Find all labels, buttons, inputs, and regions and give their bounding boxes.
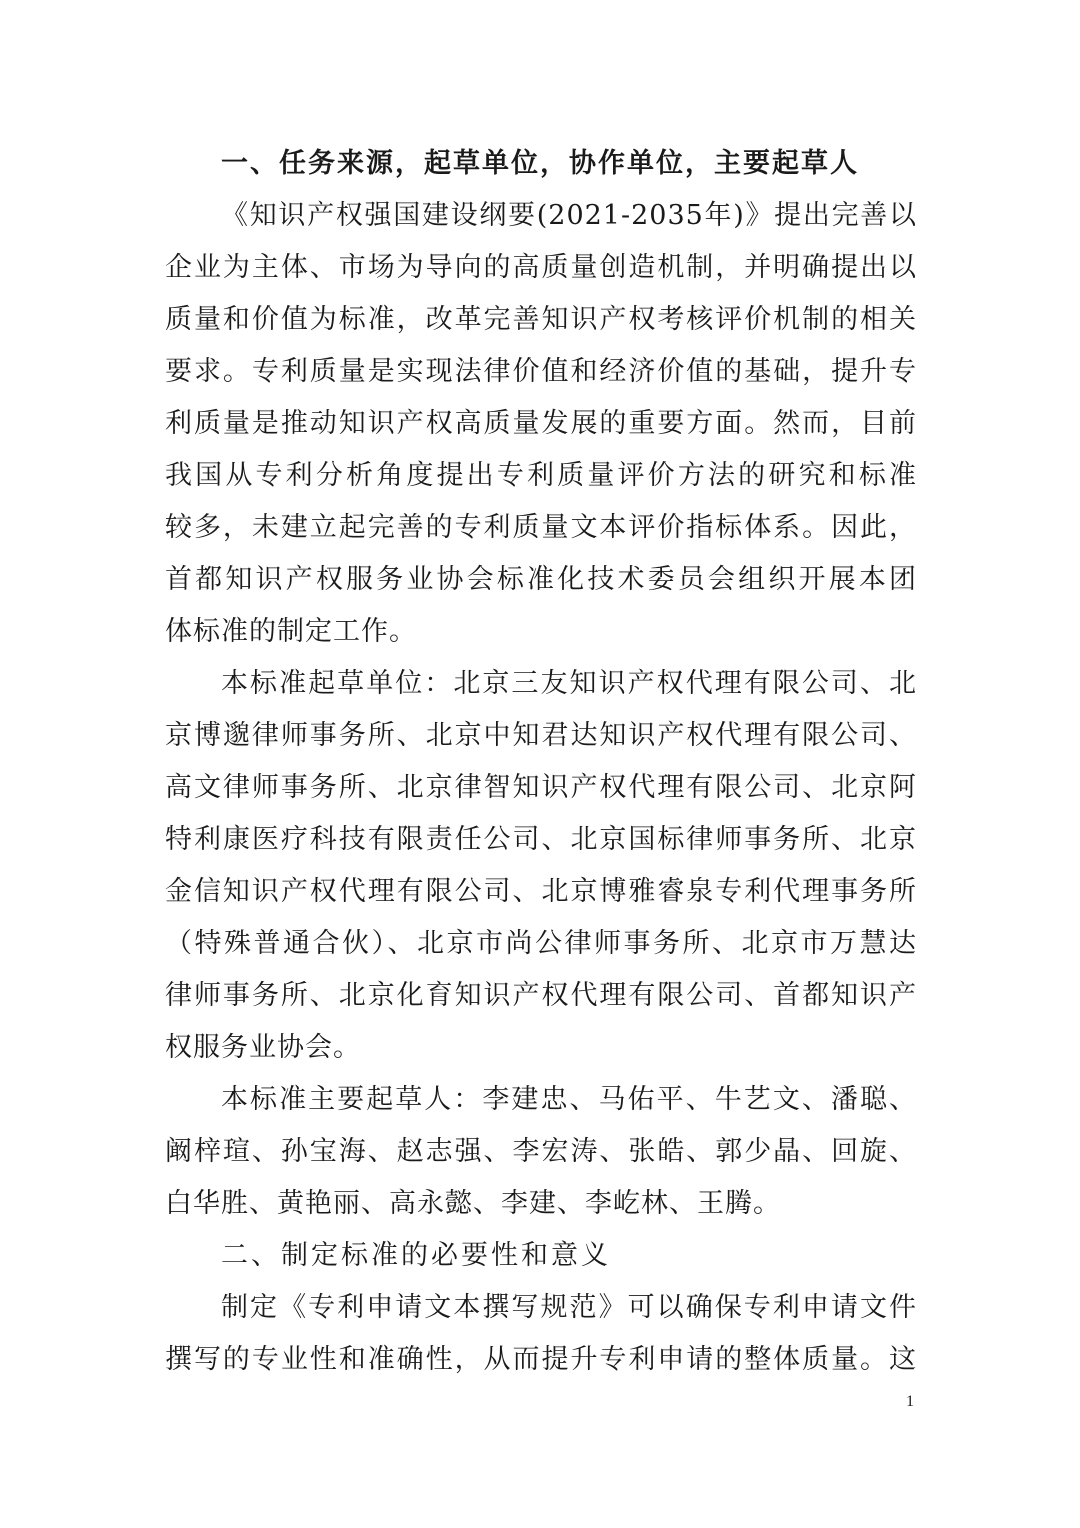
paragraph-line: 特利康医疗科技有限责任公司、北京国标律师事务所、北京 xyxy=(165,824,917,855)
paragraph-line: 利质量是推动知识产权高质量发展的重要方面。然而，目前 xyxy=(165,408,917,439)
paragraph-line: 律师事务所、北京化育知识产权代理有限公司、首都知识产 xyxy=(165,980,917,1011)
paragraph-line: 阚梓瑄、孙宝海、赵志强、李宏涛、张皓、郭少晶、回旋、 xyxy=(165,1136,917,1167)
paragraph-line: 权服务业协会。 xyxy=(165,1032,361,1063)
paragraph-line: 制定《专利申请文本撰写规范》可以确保专利申请文件 xyxy=(221,1292,917,1323)
paragraph-line: 较多，未建立起完善的专利质量文本评价指标体系。因此， xyxy=(165,512,917,543)
paragraph-line: 企业为主体、市场为导向的高质量创造机制，并明确提出以 xyxy=(165,252,917,283)
section-1-paragraph-2 xyxy=(165,658,917,1074)
section-2-paragraph-1 xyxy=(165,1282,917,1386)
paragraph-line: 我国从专利分析角度提出专利质量评价方法的研究和标准 xyxy=(165,460,917,491)
paragraph-line: 首都知识产权服务业协会标准化技术委员会组织开展本团 xyxy=(165,564,917,595)
paragraph-line: （特殊普通合伙）、北京市尚公律师事务所、北京市万慧达 xyxy=(165,928,917,959)
page-number: 1 xyxy=(906,1393,914,1410)
paragraph-line: 质量和价值为标准，改革完善知识产权考核评价机制的相关 xyxy=(165,304,917,335)
section-2-heading: 二、制定标准的必要性和意义 xyxy=(221,1240,611,1271)
paragraph-line: 《知识产权强国建设纲要(2021-2035年)》提出完善以 xyxy=(221,200,917,231)
paragraph-line: 本标准起草单位：北京三友知识产权代理有限公司、北 xyxy=(221,668,917,699)
section-1-heading: 一、任务来源，起草单位，协作单位，主要起草人 xyxy=(221,148,859,179)
document-body xyxy=(165,138,917,1386)
paragraph-line: 撰写的专业性和准确性，从而提升专利申请的整体质量。这 xyxy=(165,1344,917,1375)
section-1-paragraph-1 xyxy=(165,190,917,658)
paragraph-line: 白华胜、黄艳丽、高永懿、李建、李屹林、王腾。 xyxy=(165,1188,781,1219)
paragraph-line: 高文律师事务所、北京律智知识产权代理有限公司、北京阿 xyxy=(165,772,917,803)
section-1-paragraph-3 xyxy=(165,1074,917,1230)
paragraph-line: 本标准主要起草人：李建忠、马佑平、牛艺文、潘聪、 xyxy=(221,1084,917,1115)
paragraph-line: 要求。专利质量是实现法律价值和经济价值的基础，提升专 xyxy=(165,356,917,387)
paragraph-line: 体标准的制定工作。 xyxy=(165,616,417,647)
paragraph-line: 京博邈律师事务所、北京中知君达知识产权代理有限公司、 xyxy=(165,720,917,751)
paragraph-line: 金信知识产权代理有限公司、北京博雅睿泉专利代理事务所 xyxy=(165,876,917,907)
